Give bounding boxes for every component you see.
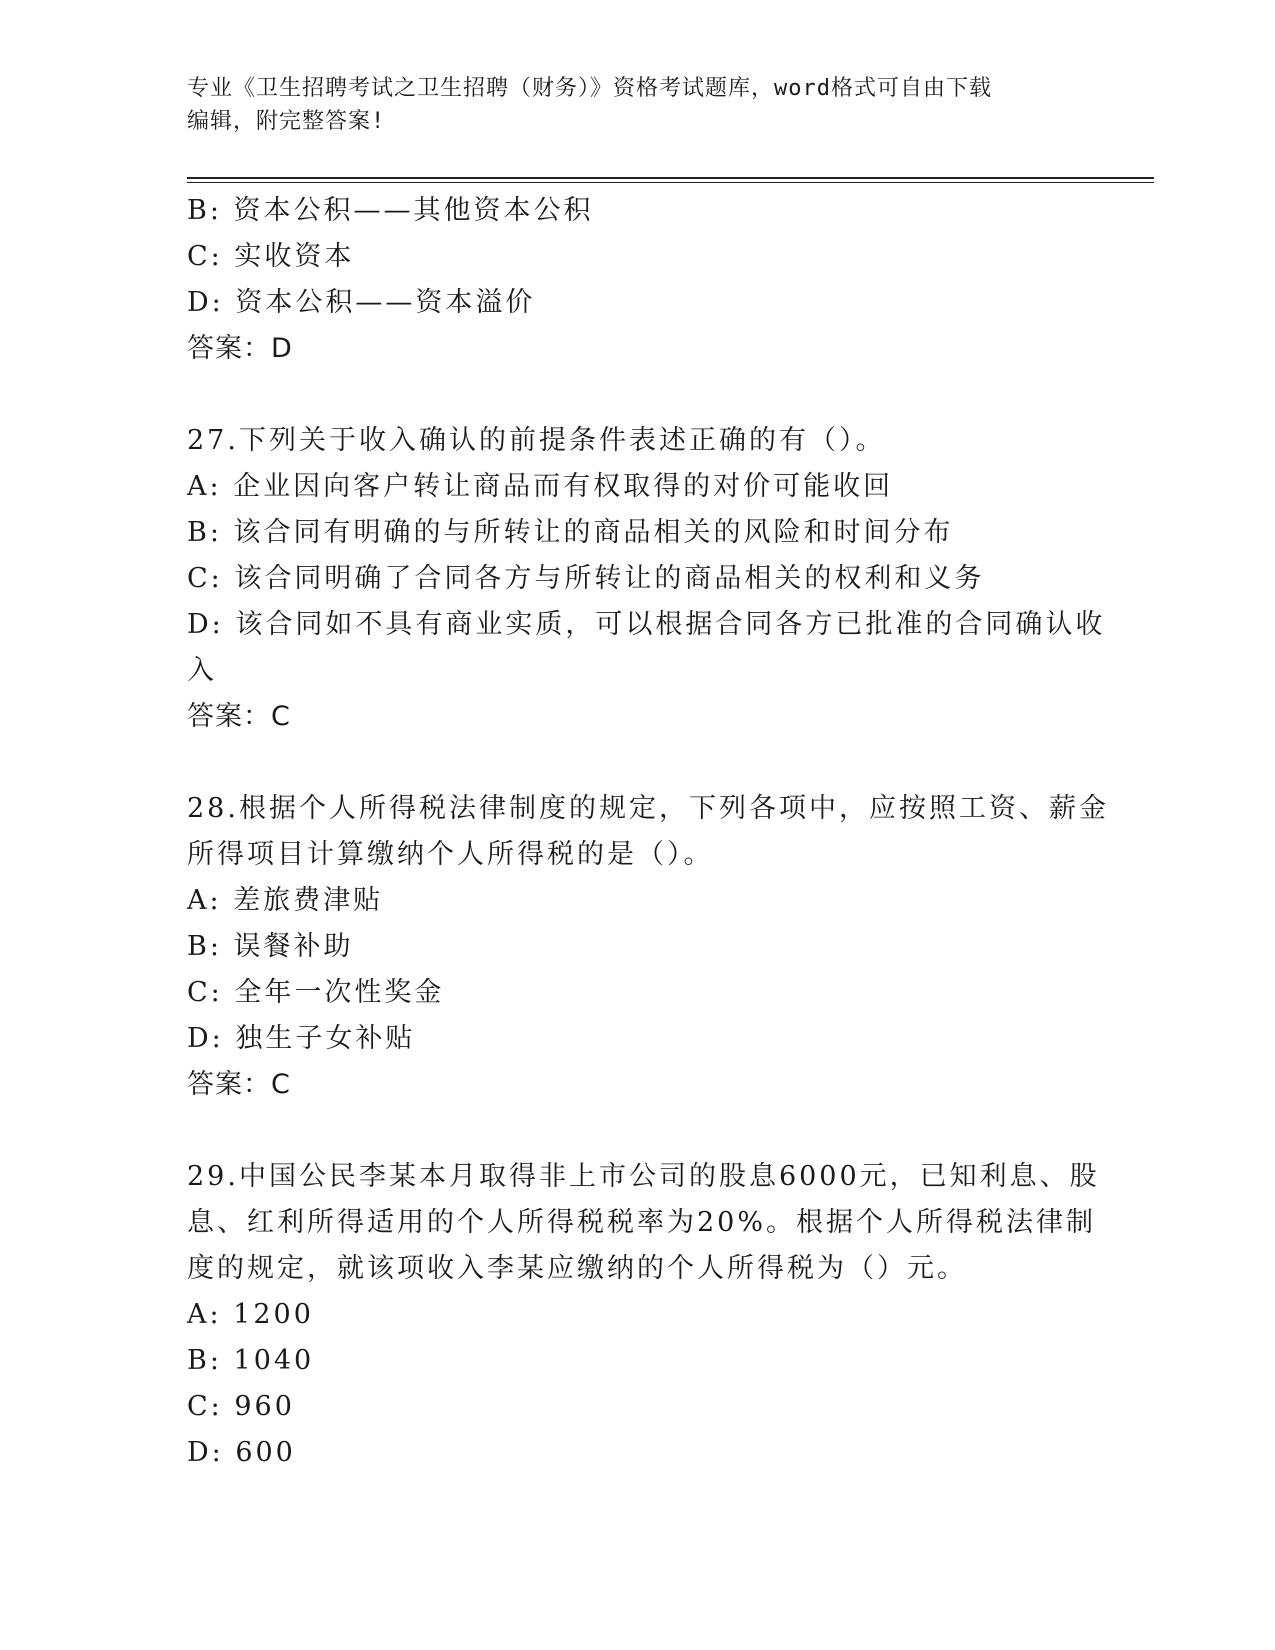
q29-stem-line-2: 息、红利所得适用的个人所得税税率为20%。根据个人所得税法律制 — [187, 1207, 1097, 1238]
header-line-1: 专业《卫生招聘考试之卫生招聘（财务）》资格考试题库，word格式可自由下载 — [187, 76, 992, 101]
q29-option-a: A: 1200 — [187, 1299, 314, 1330]
header-rule-thick — [187, 177, 1154, 179]
q27-answer: 答案：C — [187, 701, 291, 732]
q27-stem: 27.下列关于收入确认的前提条件表述正确的有（）。 — [187, 425, 886, 456]
q26-option-b: B: 资本公积——其他资本公积 — [187, 195, 594, 226]
question-26-tail — [187, 188, 1087, 372]
q29-option-c: C: 960 — [187, 1391, 295, 1422]
q27-option-c: C: 该合同明确了合同各方与所转让的商品相关的权利和义务 — [187, 563, 985, 594]
q28-option-c: C: 全年一次性奖金 — [187, 977, 445, 1008]
question-27 — [187, 418, 1106, 740]
q28-stem-line-2: 所得项目计算缴纳个人所得税的是（）。 — [187, 839, 714, 870]
q29-option-d: D: 600 — [187, 1437, 296, 1468]
q27-option-d-line-2: 入 — [187, 655, 217, 686]
question-28 — [187, 786, 1109, 1108]
spacer — [187, 372, 1087, 418]
page-header — [187, 72, 1087, 138]
q28-answer: 答案：C — [187, 1069, 291, 1100]
q27-option-a: A: 企业因向客户转让商品而有权取得的对价可能收回 — [187, 471, 894, 502]
q26-option-d: D: 资本公积——资本溢价 — [187, 287, 536, 318]
header-line-2: 编辑，附完整答案! — [187, 109, 386, 134]
q29-option-b: B: 1040 — [187, 1345, 315, 1376]
q29-stem-line-1: 29.中国公民李某本月取得非上市公司的股息6000元，已知利息、股 — [187, 1161, 1100, 1192]
question-29 — [187, 1154, 1100, 1476]
q27-option-d-line-1: D: 该合同如不具有商业实质，可以根据合同各方已批准的合同确认收 — [187, 609, 1106, 640]
q28-option-d: D: 独生子女补贴 — [187, 1023, 416, 1054]
q29-stem-line-3: 度的规定，就该项收入李某应缴纳的个人所得税为（）元。 — [187, 1253, 967, 1284]
q27-option-b: B: 该合同有明确的与所转让的商品相关的风险和时间分布 — [187, 517, 954, 548]
q28-option-a: A: 差旅费津贴 — [187, 885, 384, 916]
question-content — [187, 188, 1109, 1476]
q26-answer: 答案：D — [187, 333, 293, 364]
q28-option-b: B: 误餐补助 — [187, 931, 354, 962]
spacer — [187, 740, 1087, 786]
spacer — [187, 1108, 1087, 1154]
q26-option-c: C: 实收资本 — [187, 241, 355, 272]
header-rule-thin — [187, 182, 1154, 183]
q28-stem-line-1: 28.根据个人所得税法律制度的规定，下列各项中，应按照工资、薪金 — [187, 793, 1109, 824]
